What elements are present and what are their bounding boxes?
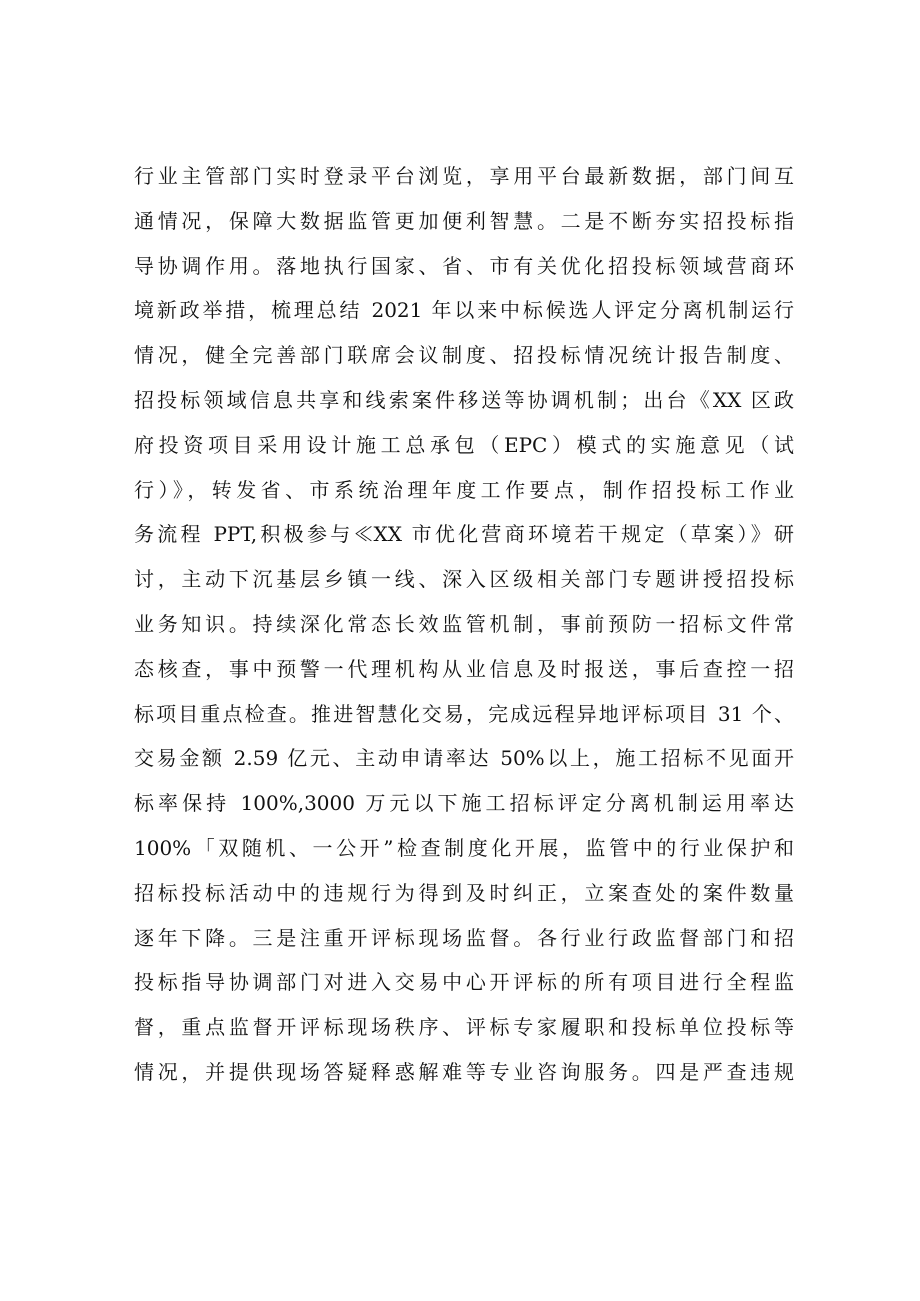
- text-line: 交易金额 2.59 亿元、主动申请率达 50%以上，施工招标不见面开: [134, 746, 794, 771]
- text-line: 100%「双随机、一公开”检查制度化开展，监管中的行业保护和: [134, 835, 794, 860]
- text-line: 府投资项目采用设计施工总承包（EPC）模式的实施意见（试: [134, 432, 794, 457]
- text-line: 态核查，事中预警一代理机构从业信息及时报送，事后查控一招: [134, 656, 794, 681]
- text-line: 导协调作用。落地执行国家、省、市有关优化招投标领域营商环: [134, 253, 794, 278]
- text-line: 督，重点监督开评标现场秩序、评标专家履职和投标单位投标等: [134, 1015, 794, 1040]
- text-line: 情况，健全完善部门联席会议制度、招投标情况统计报告制度、: [134, 343, 794, 368]
- text-line: 务流程 PPT,积极参与≪XX 市优化营商环境若干规定（草案）》研: [134, 522, 794, 547]
- body-paragraph: [134, 154, 794, 1095]
- text-line: 标项目重点检查。推进智慧化交易，完成远程异地评标项目 31 个、: [134, 701, 794, 726]
- text-line: 业务知识。持续深化常态长效监管机制，事前预防一招标文件常: [134, 611, 794, 636]
- text-line: 标率保持 100%,3000 万元以下施工招标评定分离机制运用率达: [134, 791, 794, 816]
- text-line: 讨，主动下沉基层乡镇一线、深入区级相关部门专题讲授招投标: [134, 567, 794, 592]
- text-line: 行业主管部门实时登录平台浏览，享用平台最新数据，部门间互: [134, 164, 794, 188]
- text-line: 招投标领域信息共享和线索案件移送等协调机制；出台《XX 区政: [134, 387, 794, 412]
- text-line: 情况，并提供现场答疑释惑解难等专业咨询服务。四是严查违规: [134, 1059, 794, 1084]
- text-line: 境新政举措，梳理总结 2021 年以来中标候选人评定分离机制运行: [134, 298, 794, 323]
- text-line: 行）》，转发省、市系统治理年度工作要点，制作招投标工作业: [134, 477, 794, 502]
- text-line: 逐年下降。三是注重开评标现场监督。各行业行政监督部门和招: [134, 925, 794, 950]
- text-line: 投标指导协调部门对进入交易中心开评标的所有项目进行全程监: [134, 970, 794, 995]
- text-line: 招标投标活动中的违规行为得到及时纠正，立案查处的案件数量: [134, 880, 794, 905]
- text-line: 通情况，保障大数据监管更加便利智慧。二是不断夯实招投标指: [134, 208, 794, 233]
